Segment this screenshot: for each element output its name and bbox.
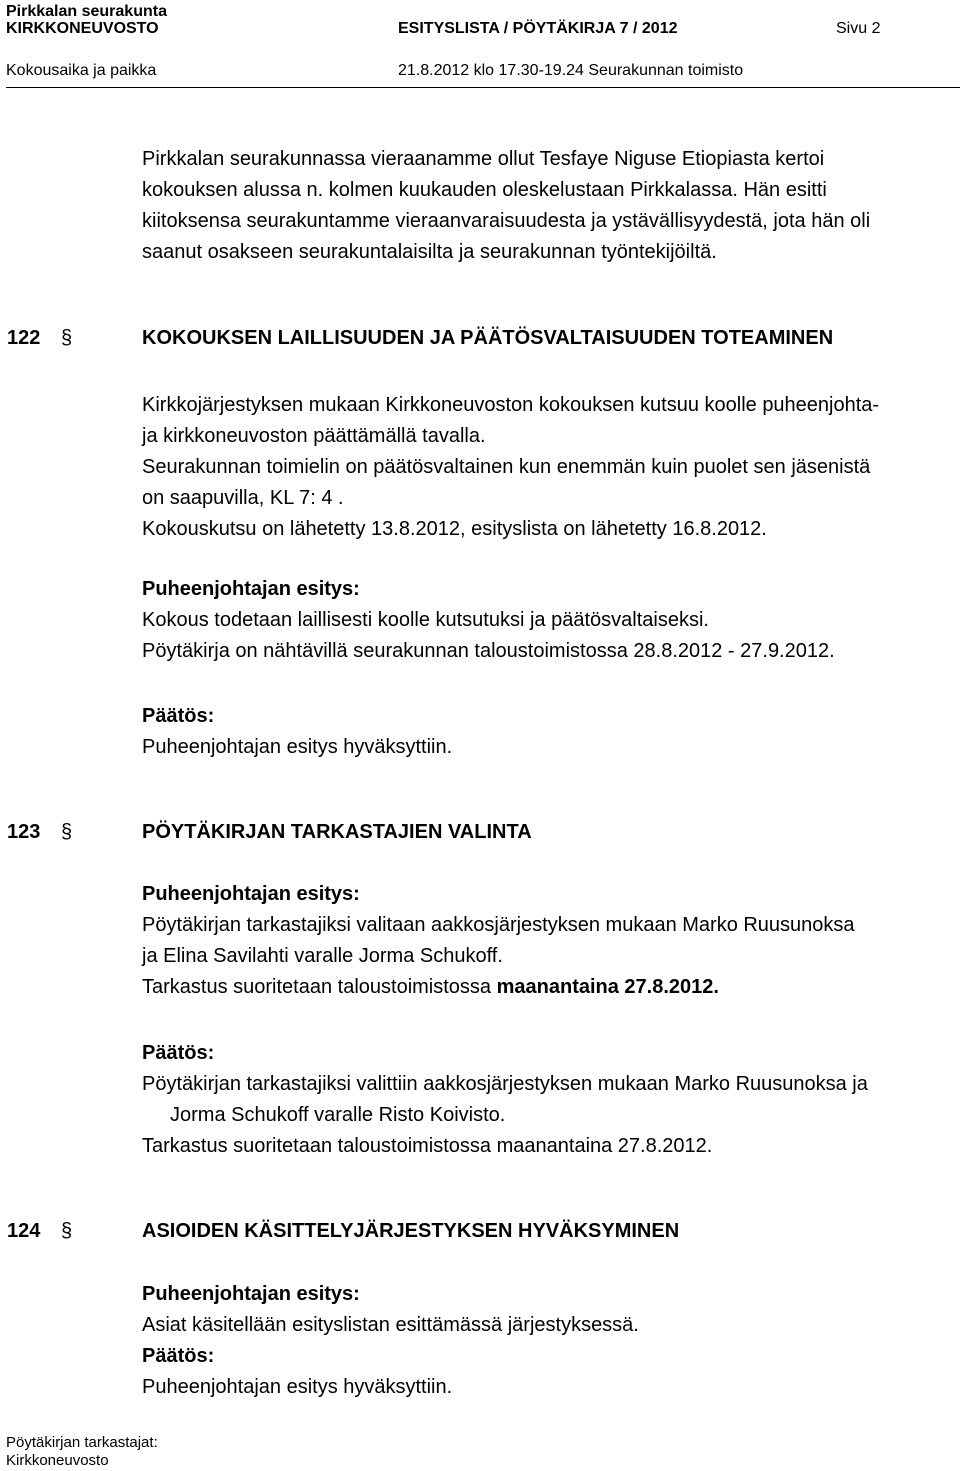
proposal-text: Tarkastus suoritetaan taloustoimistossa [142,976,497,998]
body-line: Kirkkojärjestyksen mukaan Kirkkoneuvoston kokouksen kutsuu koolle puheenjohta- [142,394,880,416]
section-symbol: § [61,327,73,349]
proposal-line: Pöytäkirja on nähtävillä seurakunnan taloustoimistossa 28.8.2012 - 27.9.2012. [142,640,835,662]
proposal-line: Pöytäkirjan tarkastajiksi valitaan aakkosjärjestyksen mukaan Marko Ruusunoksa [142,914,855,936]
section-symbol: § [61,821,73,843]
meeting-info-row [6,62,954,84]
decision-label: Päätös: [142,1042,215,1064]
proposal-label: Puheenjohtajan esitys: [142,578,360,600]
body-line: Kokouskutsu on lähetetty 13.8.2012, esityslista on lähetetty 16.8.2012. [142,518,767,540]
proposal-label: Puheenjohtajan esitys: [142,883,360,905]
decision-line: Jorma Schukoff varalle Risto Koivisto. [170,1104,506,1126]
section-number: 124 [7,1220,41,1242]
intro-line: saanut osakseen seurakuntalaisilta ja seurakunnan työntekijöiltä. [142,241,717,263]
intro-line: kokouksen alussa n. kolmen kuukauden oleskelustaan Pirkkalassa. Hän esitti [142,179,827,201]
header-divider [6,87,960,88]
section-number: 122 [7,327,41,349]
section-122-body [142,390,942,545]
footer-signatures-label: Pöytäkirjan tarkastajat: [6,1434,158,1451]
section-title: KOKOUKSEN LAILLISUUDEN JA PÄÄTÖSVALTAISUUDEN TOTEAMINEN [142,327,834,349]
section-title: PÖYTÄKIRJAN TARKASTAJIEN VALINTA [142,821,532,843]
document-title: ESITYSLISTA / PÖYTÄKIRJA 7 / 2012 [398,20,678,37]
section-122-decision [142,701,942,763]
section-symbol: § [61,1220,73,1242]
page-number: Sivu 2 [836,20,881,37]
decision-line: Puheenjohtajan esitys hyväksyttiin. [142,1376,453,1398]
decision-label: Päätös: [142,705,215,727]
proposal-line [142,972,942,1003]
body-line: on saapuvilla, KL 7: 4 . [142,487,344,509]
header-row [6,20,954,42]
proposal-line: Kokous todetaan laillisesti koolle kutsutuksi ja päätösvaltaiseksi. [142,609,709,631]
section-number: 123 [7,821,41,843]
intro-paragraph [142,144,942,268]
intro-line: Pirkkalan seurakunnassa vieraanamme ollut Tesfaye Niguse Etiopiasta kertoi [142,148,825,170]
proposal-label: Puheenjohtajan esitys: [142,1283,360,1305]
section-122-proposal [142,574,942,667]
body-line: ja kirkkoneuvoston päättämällä tavalla. [142,425,486,447]
decision-label: Päätös: [142,1345,215,1367]
meeting-label: Kokousaika ja paikka [6,62,157,79]
proposal-date: maanantaina 27.8.2012. [496,976,719,998]
proposal-line: ja Elina Savilahti varalle Jorma Schukoff. [142,945,503,967]
section-124-body [142,1279,942,1403]
section-title: ASIOIDEN KÄSITTELYJÄRJESTYKSEN HYVÄKSYMINEN [142,1220,680,1242]
meeting-value: 21.8.2012 klo 17.30-19.24 Seurakunnan toimisto [398,62,744,79]
board-name: KIRKKONEUVOSTO [6,20,159,37]
organization-name: Pirkkalan seurakunta [6,3,167,20]
decision-line: Tarkastus suoritetaan taloustoimistossa maanantaina 27.8.2012. [142,1135,713,1157]
section-123-proposal [142,879,942,1003]
proposal-line: Asiat käsitellään esityslistan esittämässä järjestyksessä. [142,1314,639,1336]
decision-line: Puheenjohtajan esitys hyväksyttiin. [142,736,453,758]
decision-line: Pöytäkirjan tarkastajiksi valittiin aakkosjärjestyksen mukaan Marko Ruusunoksa ja [142,1073,868,1095]
section-123-decision [142,1038,942,1162]
footer-board-name: Kirkkoneuvosto [6,1452,109,1469]
body-line: Seurakunnan toimielin on päätösvaltainen kun enemmän kuin puolet sen jäsenistä [142,456,871,478]
intro-line: kiitoksensa seurakuntamme vieraanvaraisuudesta ja ystävällisyydestä, jota hän oli [142,210,871,232]
